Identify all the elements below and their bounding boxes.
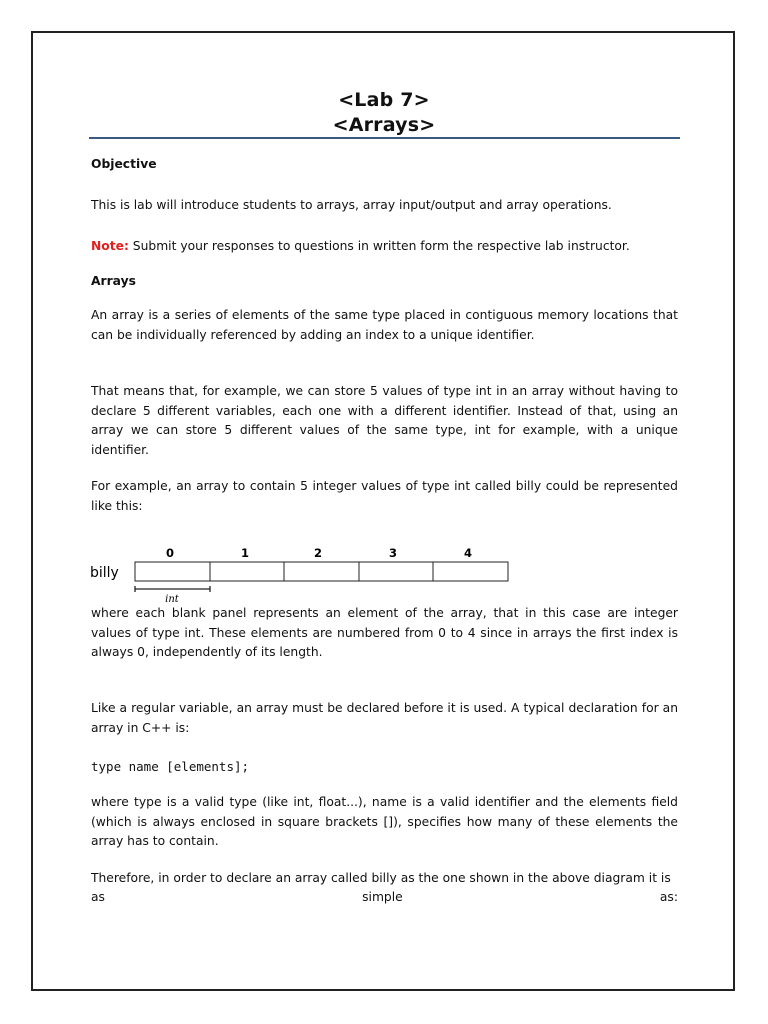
lab-subtitle: <Arrays> — [332, 114, 436, 136]
note-label: Note: — [91, 239, 129, 253]
arrays-paragraph-5: Like a regular variable, an array must be declared before it is used. A typical declaration for an array in C++ is: — [91, 701, 678, 735]
declaration-syntax: type name [elements]; — [91, 759, 250, 774]
array-index-4: 4 — [463, 546, 473, 560]
arrays-paragraph-7: Therefore, in order to declare an array called billy as the one shown in the above diagram it is — [91, 871, 671, 885]
tail-word-2: simple — [362, 890, 403, 904]
objective-text: This is lab will introduce students to arrays, array input/output and array operations. — [91, 198, 612, 212]
objective-heading: Objective — [91, 157, 157, 171]
array-index-2: 2 — [313, 546, 323, 560]
array-diagram — [85, 540, 525, 606]
array-index-0: 0 — [165, 546, 175, 560]
arrays-heading: Arrays — [91, 274, 136, 288]
arrays-paragraph-7-tail — [91, 888, 678, 908]
array-cell-2 — [284, 562, 359, 581]
tail-word-1: as — [91, 890, 105, 904]
arrays-paragraph-2: That means that, for example, we can store 5 values of type int in an array without having to declare 5 different variables, each one with a different identifier. Instead of that, using an array we can store 5 different values of the same type, int for example, with a unique identifier. — [91, 384, 678, 457]
tail-word-3: as: — [659, 890, 678, 904]
note-paragraph — [91, 237, 678, 257]
arrays-paragraph-3: For example, an array to contain 5 integer values of type int called billy could be represented like this: — [91, 479, 678, 513]
arrays-paragraph-4: where each blank panel represents an element of the array, that in this case are integer values of type int. These elements are numbered from 0 to 4 since in arrays the first index is always 0, independently of its length. — [91, 606, 678, 659]
array-cell-4 — [433, 562, 508, 581]
element-type-label: int — [165, 594, 179, 605]
array-index-1: 1 — [240, 546, 250, 560]
arrays-paragraph-1: An array is a series of elements of the same type placed in contiguous memory locations that can be individually referenced by adding an index to a unique identifier. — [91, 308, 678, 342]
array-cell-1 — [210, 562, 284, 581]
array-name-label: billy — [90, 565, 119, 581]
array-cell-0 — [135, 562, 210, 581]
arrays-paragraph-6: where type is a valid type (like int, float...), name is a valid identifier and the elements field (which is always enclosed in square brackets []), specifies how many of these elements the array has to contain. — [91, 795, 678, 848]
title-divider — [89, 137, 680, 139]
array-cell-3 — [359, 562, 433, 581]
note-text: Submit your responses to questions in written form the respective lab instructor. — [128, 239, 630, 253]
lab-title: <Lab 7> — [338, 89, 430, 111]
array-index-3: 3 — [388, 546, 398, 560]
